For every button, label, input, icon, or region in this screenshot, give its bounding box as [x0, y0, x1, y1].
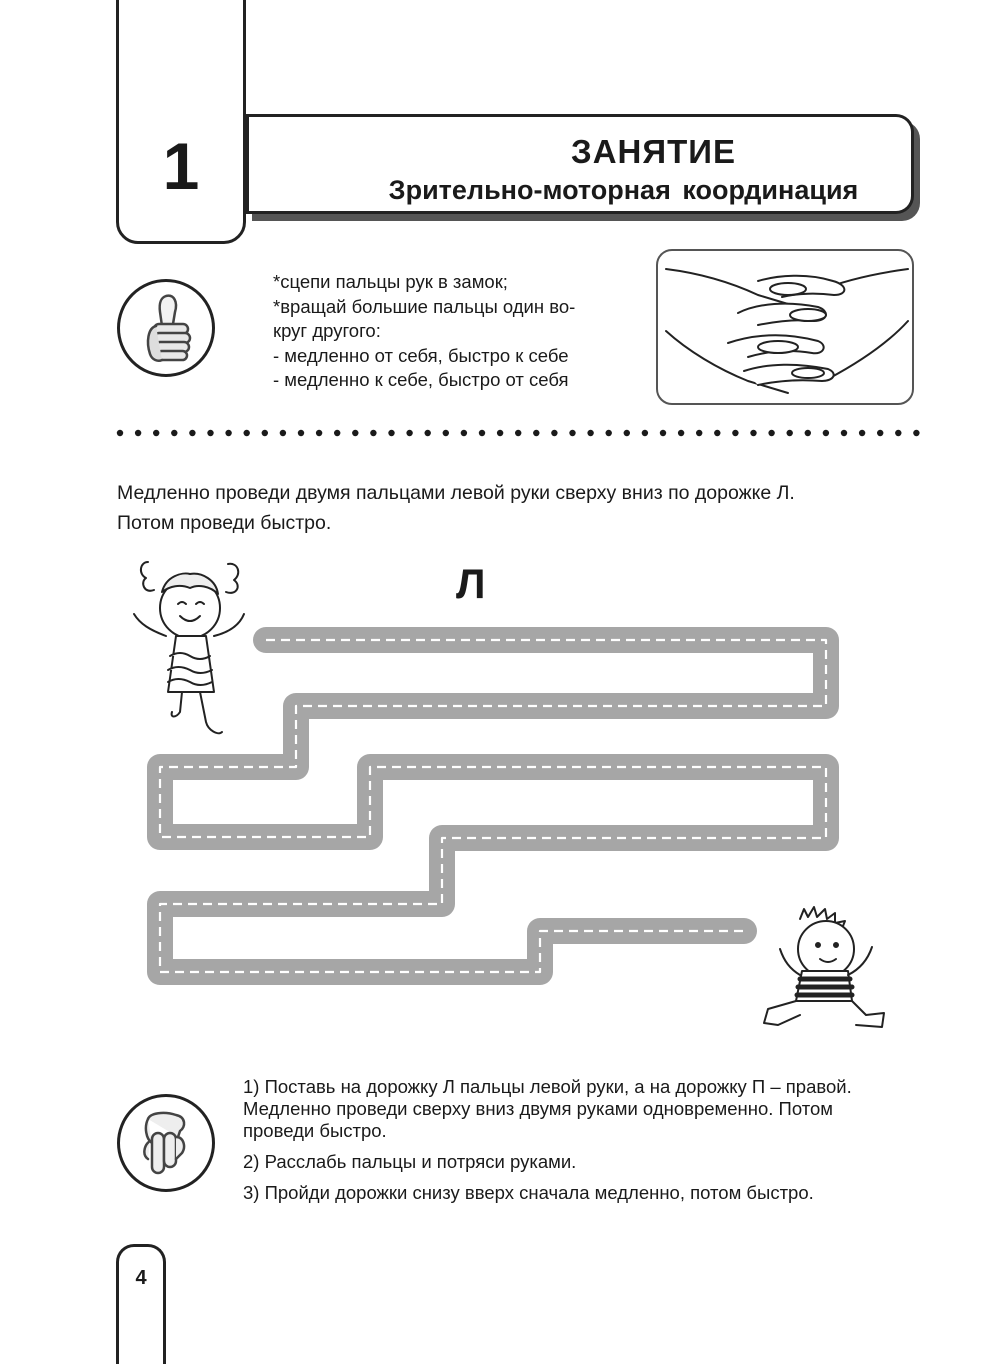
divider-dot: [497, 430, 503, 436]
exercise-line: круг другого:: [273, 320, 381, 341]
divider-dot: [714, 430, 720, 436]
divider-dot: [352, 430, 358, 436]
dotted-divider: [116, 428, 920, 438]
divider-dot: [316, 430, 322, 436]
divider-dot: [750, 430, 756, 436]
step-line: проведи быстро.: [243, 1120, 387, 1141]
divider-dot: [642, 430, 648, 436]
divider-dot: [406, 430, 412, 436]
divider-dot: [153, 430, 159, 436]
exercise-line: - медленно к себе, быстро от себя: [273, 369, 569, 390]
step-line: 3) Пройди дорожки снизу вверх сначала медленно, потом быстро.: [243, 1182, 814, 1203]
divider-dot: [678, 430, 684, 436]
page-number: 4: [135, 1267, 147, 1289]
divider-dot: [207, 430, 213, 436]
exercise-line: - медленно от себя, быстро к себе: [273, 344, 569, 366]
divider-dot: [443, 430, 449, 436]
divider-dot: [189, 430, 195, 436]
interlocked-hands-illustration: [656, 249, 914, 405]
divider-dot: [515, 430, 521, 436]
pointing-hand-icon: [117, 1094, 215, 1192]
steps-list: [243, 1076, 852, 1213]
divider-dot: [606, 430, 612, 436]
divider-dot: [787, 430, 793, 436]
task-line: Медленно проведи двумя пальцами левой руки сверху вниз по дорожке Л.: [117, 482, 795, 504]
exercise-line: *вращай большие пальцы один во-: [273, 295, 576, 317]
divider-dot: [551, 430, 557, 436]
divider-dot: [660, 430, 666, 436]
divider-dot: [913, 430, 919, 436]
page-number-tab: [116, 1244, 166, 1364]
divider-dot: [768, 430, 774, 436]
step-line: 1) Поставь на дорожку Л пальцы левой руки, а на дорожку П – правой.: [243, 1076, 852, 1097]
divider-dot: [859, 430, 865, 436]
divider-dot: [877, 430, 883, 436]
divider-dot: [244, 430, 250, 436]
divider-dot: [569, 430, 575, 436]
divider-dot: [370, 430, 376, 436]
step-line: Медленно проведи сверху вниз двумя руками одновременно. Потом: [243, 1098, 833, 1119]
divider-dot: [479, 430, 485, 436]
track-path[interactable]: [160, 640, 826, 972]
divider-dot: [805, 430, 811, 436]
divider-dot: [587, 430, 593, 436]
divider-dot: [171, 430, 177, 436]
boy-character-icon: [756, 905, 888, 1037]
header-divider: [246, 114, 249, 214]
lesson-subtitle: Зрительно-моторная координация: [388, 175, 859, 205]
divider-dot: [533, 430, 539, 436]
maze-letter: Л: [456, 560, 486, 607]
divider-dot: [280, 430, 286, 436]
divider-dot: [298, 430, 304, 436]
divider-dot: [895, 430, 901, 436]
divider-dot: [425, 430, 431, 436]
step-item: [243, 1151, 852, 1173]
divider-dot: [117, 430, 123, 436]
divider-dot: [624, 430, 630, 436]
divider-dot: [841, 430, 847, 436]
step-item: [243, 1076, 852, 1142]
step-line: 2) Расслабь пальцы и потряси руками.: [243, 1151, 577, 1172]
interlocked-hands-icon: [658, 251, 914, 405]
lesson-title: ЗАНЯТИЕ: [571, 133, 736, 170]
girl-character-icon: [126, 552, 254, 742]
divider-dot: [135, 430, 141, 436]
lesson-header: [246, 114, 914, 214]
track-center-dashes: [160, 640, 826, 972]
divider-dot: [388, 430, 394, 436]
divider-dot: [696, 430, 702, 436]
divider-dot: [461, 430, 467, 436]
lesson-number: 1: [162, 129, 200, 203]
exercise-instructions: [273, 270, 575, 393]
divider-dot: [732, 430, 738, 436]
divider-dot: [225, 430, 231, 436]
divider-dot: [262, 430, 268, 436]
exercise-line: *сцепи пальцы рук в замок;: [273, 271, 508, 292]
thumbs-up-hand-icon: [117, 279, 215, 377]
step-item: [243, 1182, 852, 1204]
divider-dot: [823, 430, 829, 436]
task-text: [117, 478, 795, 538]
task-line: Потом проведи быстро.: [117, 512, 332, 534]
divider-dot: [334, 430, 340, 436]
lesson-number-tab: [116, 0, 246, 244]
